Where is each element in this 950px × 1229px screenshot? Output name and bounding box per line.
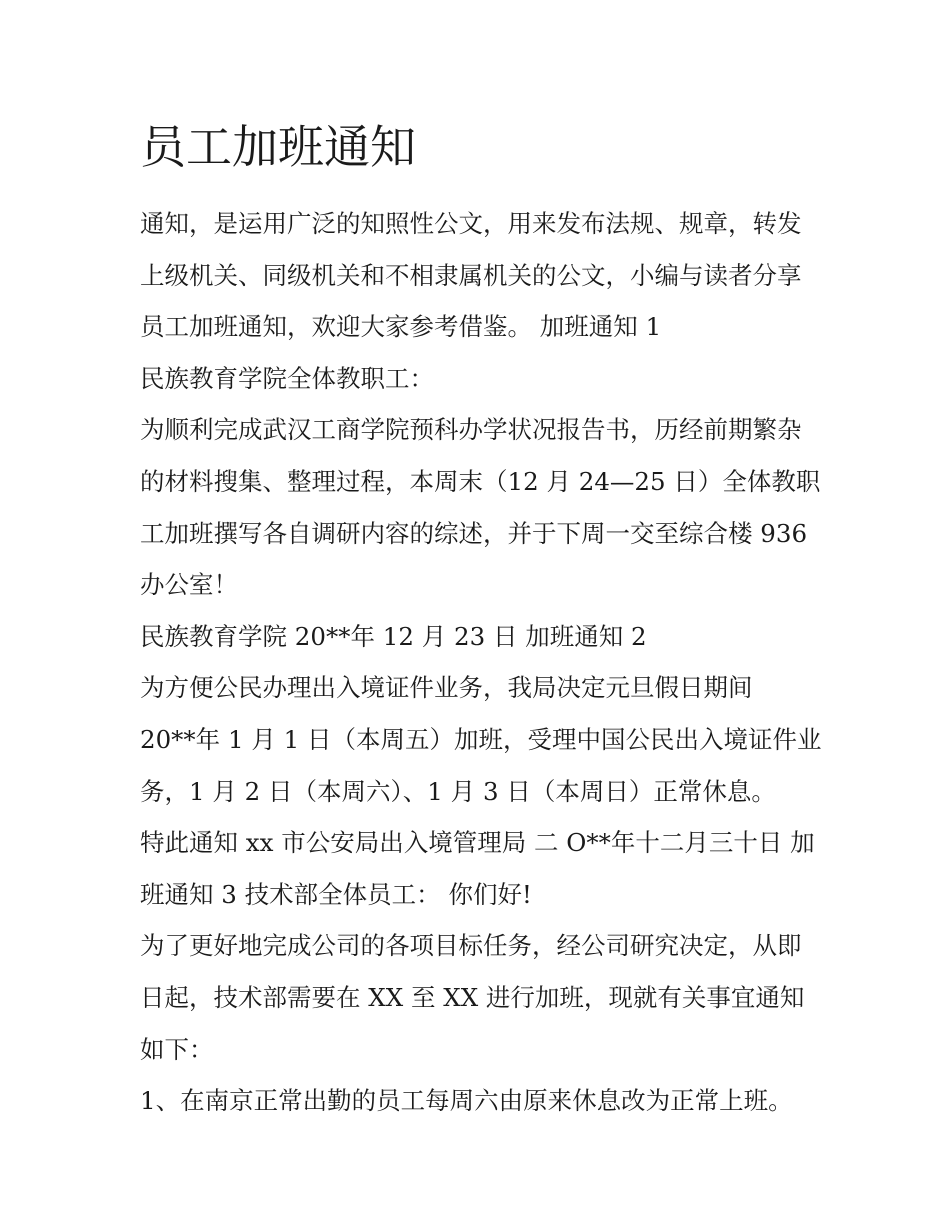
- body-line: 如下：: [140, 1034, 214, 1064]
- body-line: 工加班撰写各自调研内容的综述，并于下周一交至综合楼 936: [140, 518, 808, 548]
- body-line: 民族教育学院全体教职工：: [140, 363, 434, 393]
- document-title: 员工加班通知: [140, 120, 416, 174]
- body-line: 民族教育学院 20**年 12 月 23 日 加班通知 2: [140, 621, 647, 651]
- body-line: 日起，技术部需要在 XX 至 XX 进行加班，现就有关事宜通知: [140, 982, 805, 1012]
- body-line: 班通知 3 技术部全体员工： 你们好!: [140, 879, 532, 909]
- body-line: 通知，是运用广泛的知照性公文，用来发布法规、规章，转发: [140, 209, 802, 238]
- body-line: 为顺利完成武汉工商学院预科办学状况报告书，历经前期繁杂: [140, 415, 802, 445]
- body-line: 20**年 1 月 1 日（本周五）加班，受理中国公民出入境证件业: [140, 724, 822, 754]
- body-line: 员工加班通知，欢迎大家参考借鉴。 加班通知 1: [140, 312, 662, 342]
- document-body: [140, 198, 830, 1127]
- body-line: 为了更好地完成公司的各项目标任务，经公司研究决定，从即: [140, 931, 802, 961]
- body-line: 上级机关、同级机关和不相隶属机关的公文，小编与读者分享: [140, 260, 802, 290]
- body-line: 特此通知 xx 市公安局出入境管理局 二 O**年十二月三十日 加: [140, 828, 815, 858]
- body-line: 为方便公民办理出入境证件业务，我局决定元旦假日期间: [140, 673, 753, 703]
- body-line: 1、在南京正常出勤的员工每周六由原来休息改为正常上班。: [140, 1086, 793, 1116]
- body-line: 的材料搜集、整理过程，本周末（12 月 24—25 日）全体教职: [140, 466, 821, 496]
- body-line: 务，1 月 2 日（本周六）、1 月 3 日（本周日）正常休息。: [140, 776, 776, 806]
- body-line: 办公室！: [140, 570, 238, 600]
